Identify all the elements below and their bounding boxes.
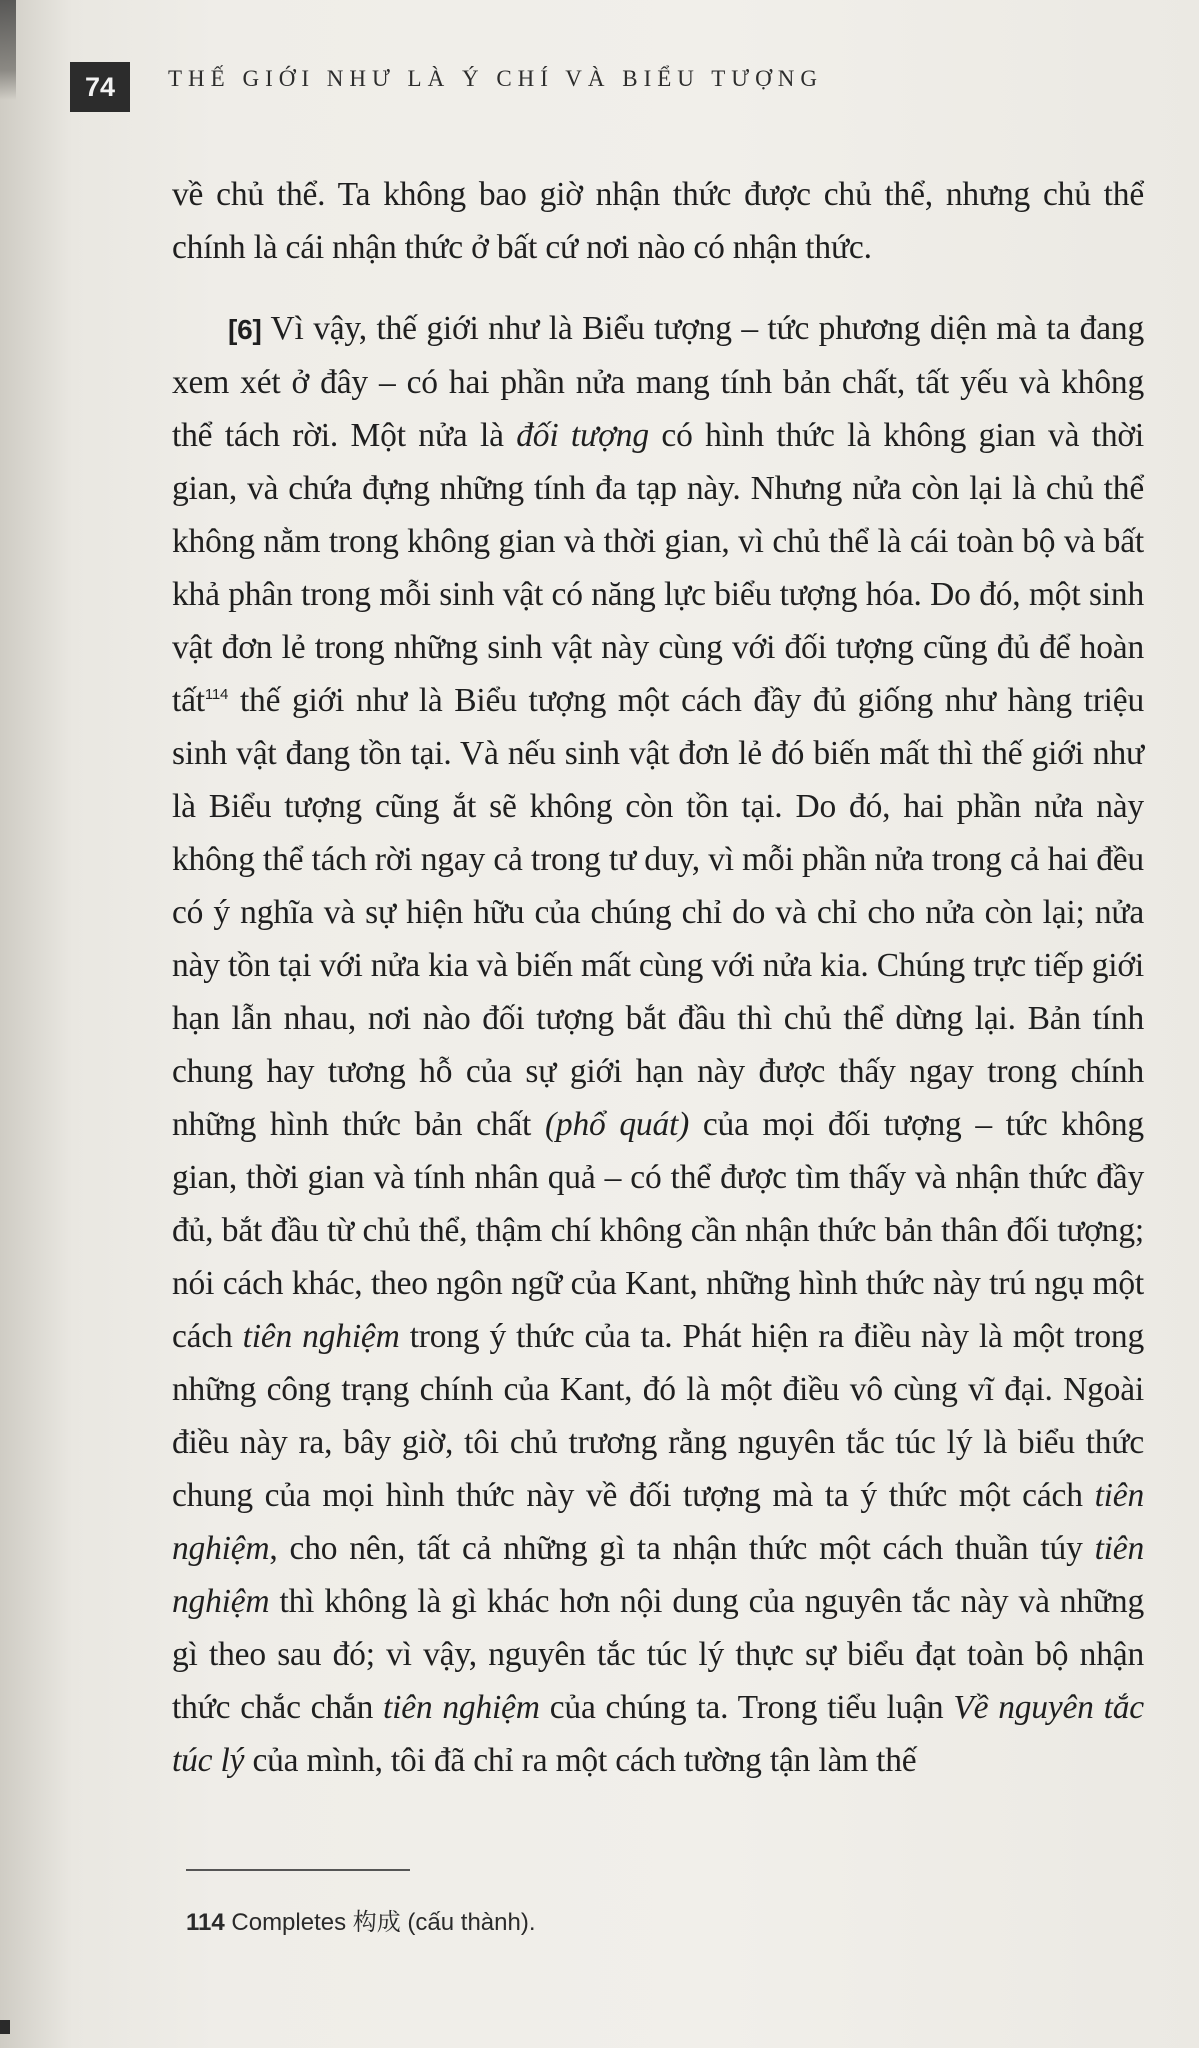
paragraph-6-italic-7: Về nguyên tắc túc lý (172, 1689, 1144, 1779)
footnote (186, 1902, 536, 1937)
paragraph-6-text-1: Vì vậy, thế giới như là Biểu tượng – tức phương diện mà ta đang xem xét ở đây – có hai phần nửa mang tính bản chất, tất yếu và không thể tách rời. Một nửa là (172, 310, 1144, 454)
paragraph-6-italic-2: (phổ quát) (544, 1106, 690, 1143)
page-number: 74 (70, 62, 130, 112)
running-header-title: THẾ GIỚI NHƯ LÀ Ý CHÍ VÀ BIỂU TƯỢNG (168, 66, 823, 91)
paragraph-6-italic-3: tiên nghiệm (242, 1318, 400, 1355)
paragraph-6-italic-6: tiên nghiệm (383, 1689, 540, 1726)
footnote-number: 114 (186, 1909, 225, 1936)
paragraph-6-text-8: của chúng ta. Trong tiểu luận (539, 1689, 954, 1726)
section-marker: [6] (228, 314, 262, 345)
paragraph-6-text-4: của mọi đối tượng – tức không gian, thời gian và tính nhân quả – có thể được tìm thấy và nhận thức đầy đủ, bắt đầu từ chủ thể, thậm chí không cần nhận thức bản thân đối tượng; nói cách khác, theo ngôn ngữ của Kant, những hình thức này trú ngụ một cách (172, 1106, 1144, 1355)
paragraph-6-italic-1: đối tượng (516, 417, 649, 454)
paragraph-6-text-6: , cho nên, tất cả những gì ta nhận thức một cách thuần túy (269, 1530, 1095, 1567)
paragraph-6-italic-4: tiên nghiệm (172, 1477, 1144, 1567)
paragraph-6-text-7: thì không là gì khác hơn nội dung của nguyên tắc này và những gì theo sau đó; vì vậy, nguyên tắc túc lý thực sự biểu đạt toàn bộ nhận thức chắc chắn (172, 1583, 1144, 1726)
page-corner-mark (0, 2020, 10, 2034)
paragraph-6-text-9: của mình, tôi đã chỉ ra một cách tường tận làm thế (244, 1742, 917, 1779)
body-text (172, 168, 1144, 1787)
footnote-text: Completes 构成 (cấu thành). (224, 1909, 536, 1936)
paragraph-6-text-2: có hình thức là không gian và thời gian, và chứa đựng những tính đa tạp này. Nhưng nửa còn lại là chủ thể không nằm trong không gian và thời gian, vì chủ thể là cái toàn bộ và bất khả phân trong mỗi sinh vật có năng lực biểu tượng hóa. Do đó, một sinh vật đơn lẻ trong những sinh vật này cùng với đối tượng cũng đủ để hoàn tất (172, 417, 1145, 719)
lead-paragraph: về chủ thể. Ta không bao giờ nhận thức được chủ thể, nhưng chủ thể chính là cái nhận thức ở bất cứ nơi nào có nhận thức. (172, 176, 1144, 266)
paragraph-6-italic-5: tiên nghiệm (172, 1530, 1144, 1620)
page-edge-shadow (0, 0, 16, 100)
footnote-divider (186, 1869, 410, 1871)
paragraph-6-text-5: trong ý thức của ta. Phát hiện ra điều này là một trong những công trạng chính của Kant, đó là một điều vô cùng vĩ đại. Ngoài điều này ra, bây giờ, tôi chủ trương rằng nguyên tắc túc lý là biểu thức chung của mọi hình thức này về đối tượng mà ta ý thức một cách (172, 1318, 1145, 1514)
paragraph-6 (172, 302, 1144, 1787)
footnote-reference: 114 (204, 685, 229, 703)
paragraph-6-text-3: thế giới như là Biểu tượng một cách đầy đủ giống như hàng triệu sinh vật đang tồn tại. Và nếu sinh vật đơn lẻ đó biến mất thì thế giới như là Biểu tượng cũng ắt sẽ không còn tồn tại. Do đó, hai phần nửa này không thể tách rời ngay cả trong tư duy, vì mỗi phần nửa trong cả hai đều có ý nghĩa và sự hiện hữu của chúng chỉ do và chỉ cho nửa còn lại; nửa này tồn tại với nửa kia và biến mất cùng với nửa kia. Chúng trực tiếp giới hạn lẫn nhau, nơi nào đối tượng bắt đầu thì chủ thể dừng lại. Bản tính chung hay tương hỗ của sự giới hạn này được thấy ngay trong chính những hình thức bản chất (172, 682, 1144, 1143)
